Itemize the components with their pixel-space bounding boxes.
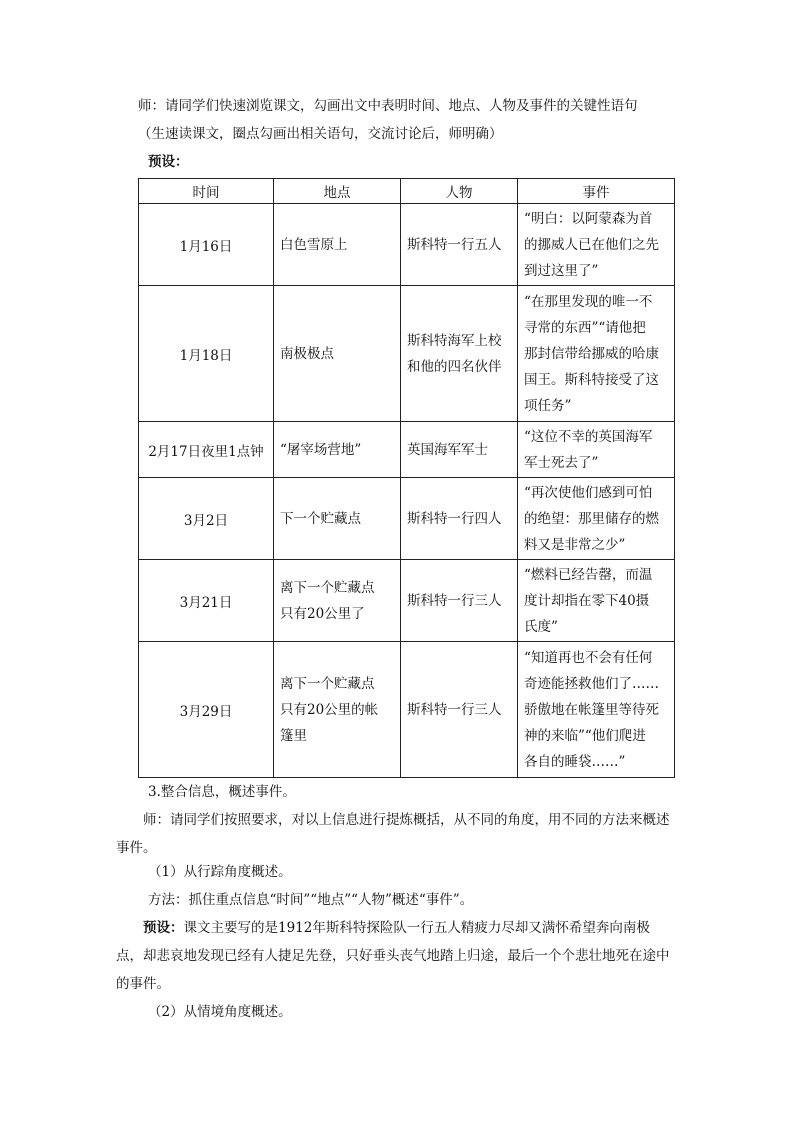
cell-text: 度计却指在零下40摄 — [524, 592, 650, 609]
cell-text: 斯科特海军上校 — [407, 332, 502, 349]
cell-text: 料又是非常之少” — [524, 536, 626, 553]
cell-person — [401, 560, 518, 642]
table-row — [139, 204, 675, 286]
cell-text: “燃料已经告罄，而温 — [524, 566, 653, 583]
cell-text: “在那里发现的唯一不 — [524, 293, 653, 310]
preset-paragraph — [116, 914, 676, 998]
teacher-paragraph: 师：请同学们按照要求，对以上信息进行提炼概括，从不同的角度，用不同的方法来概述事件。 — [116, 812, 670, 856]
table-row — [139, 286, 675, 422]
cell-text: 的绝望：那里储存的燃 — [524, 510, 659, 527]
student-activity: （生速读课文，圈点勾画出相关语句，交流讨论后，师明确） — [138, 126, 503, 142]
cell-text: “知道再也不会有任何 — [524, 649, 653, 666]
table-row — [139, 642, 675, 778]
cell-text: 斯科特一行三人 — [407, 701, 502, 718]
teacher-instruction: 师：请同学们快速浏览课文，勾画出文中表明时间、地点、人物及事件的关键性语句 — [138, 98, 638, 114]
cell-text: 项任务” — [524, 397, 572, 414]
events-table — [138, 178, 675, 778]
table-row — [139, 422, 675, 478]
cell-text: 神的来临”“他们爬进 — [524, 727, 646, 744]
preset-label: 预设： — [148, 154, 189, 170]
cell-place — [274, 286, 401, 422]
cell-time: 1月18日 — [139, 286, 274, 422]
cell-place — [274, 204, 401, 286]
cell-text: 只有20公里了 — [280, 605, 365, 622]
header-place: 地点 — [274, 179, 401, 204]
cell-place — [274, 422, 401, 478]
cell-time: 2月17日夜里1点钟 — [139, 422, 274, 478]
cell-text: 斯科特一行四人 — [407, 510, 502, 527]
header-person: 人物 — [401, 179, 518, 204]
cell-event — [518, 642, 675, 778]
cell-text: “这位不幸的英国海军 — [524, 428, 653, 445]
cell-time: 3月29日 — [139, 642, 274, 778]
method-line: 方法：抓住重点信息“时间”“地点”“人物”概述“事件”。 — [148, 892, 474, 908]
table-row — [139, 478, 675, 560]
cell-text: 英国海军军士 — [407, 441, 488, 458]
cell-text: 只有20公里的帐 — [280, 701, 379, 718]
cell-text: 斯科特一行三人 — [407, 592, 502, 609]
cell-person — [401, 478, 518, 560]
section-heading: 3.整合信息，概述事件。 — [148, 784, 296, 800]
cell-time: 1月16日 — [139, 204, 274, 286]
cell-place — [274, 478, 401, 560]
cell-text: 寻常的东西”“请他把 — [524, 319, 646, 336]
cell-text: “屠宰场营地” — [280, 441, 362, 458]
preset-label-2: 预设： — [143, 920, 184, 936]
item-trail-angle: （1）从行踪角度概述。 — [148, 864, 292, 880]
cell-place — [274, 642, 401, 778]
cell-event — [518, 478, 675, 560]
cell-text: 军士死去了” — [524, 454, 599, 471]
cell-text: 氏度” — [524, 618, 558, 635]
cell-time: 3月21日 — [139, 560, 274, 642]
cell-time: 3月2日 — [139, 478, 274, 560]
header-event: 事件 — [518, 179, 675, 204]
cell-event — [518, 286, 675, 422]
cell-text: 那封信带给挪威的哈康 — [524, 345, 659, 362]
item-situation-angle: （2）从情境角度概述。 — [148, 1004, 292, 1020]
cell-text: 下一个贮藏点 — [280, 510, 361, 527]
cell-text: 骄傲地在帐篷里等待死 — [524, 701, 659, 718]
cell-text: 奇迹能拯救他们了…… — [524, 675, 659, 692]
cell-person — [401, 422, 518, 478]
cell-text: 国王。斯科特接受了这 — [524, 371, 659, 388]
cell-text: 到过这里了” — [524, 262, 599, 279]
cell-text: 和他的四名伙伴 — [407, 358, 502, 375]
cell-person — [401, 286, 518, 422]
cell-person — [401, 204, 518, 286]
cell-text: 离下一个贮藏点 — [280, 675, 375, 692]
cell-text: 白色雪原上 — [280, 236, 348, 253]
header-time: 时间 — [139, 179, 274, 204]
cell-text: 各自的睡袋……” — [524, 753, 626, 770]
cell-event — [518, 422, 675, 478]
cell-person — [401, 642, 518, 778]
table-header-row — [139, 179, 675, 204]
preset-text: 课文主要写的是1912年斯科特探险队一行五人精疲力尽却又满怀希望奔向南极点，却悲哀地发现已经有人捷足先登，只好垂头丧气地踏上归途，最后一个个悲壮地死在途中的事件。 — [116, 920, 670, 992]
cell-place — [274, 560, 401, 642]
cell-event — [518, 204, 675, 286]
cell-text: “明白：以阿蒙森为首 — [524, 210, 653, 227]
cell-text: 离下一个贮藏点 — [280, 579, 375, 596]
cell-text: 篷里 — [280, 727, 307, 744]
cell-text: “再次使他们感到可怕 — [524, 484, 653, 501]
table-row — [139, 560, 675, 642]
cell-text: 的挪威人已在他们之先 — [524, 236, 659, 253]
cell-text: 南极极点 — [280, 345, 334, 362]
cell-event — [518, 560, 675, 642]
cell-text: 斯科特一行五人 — [407, 236, 502, 253]
